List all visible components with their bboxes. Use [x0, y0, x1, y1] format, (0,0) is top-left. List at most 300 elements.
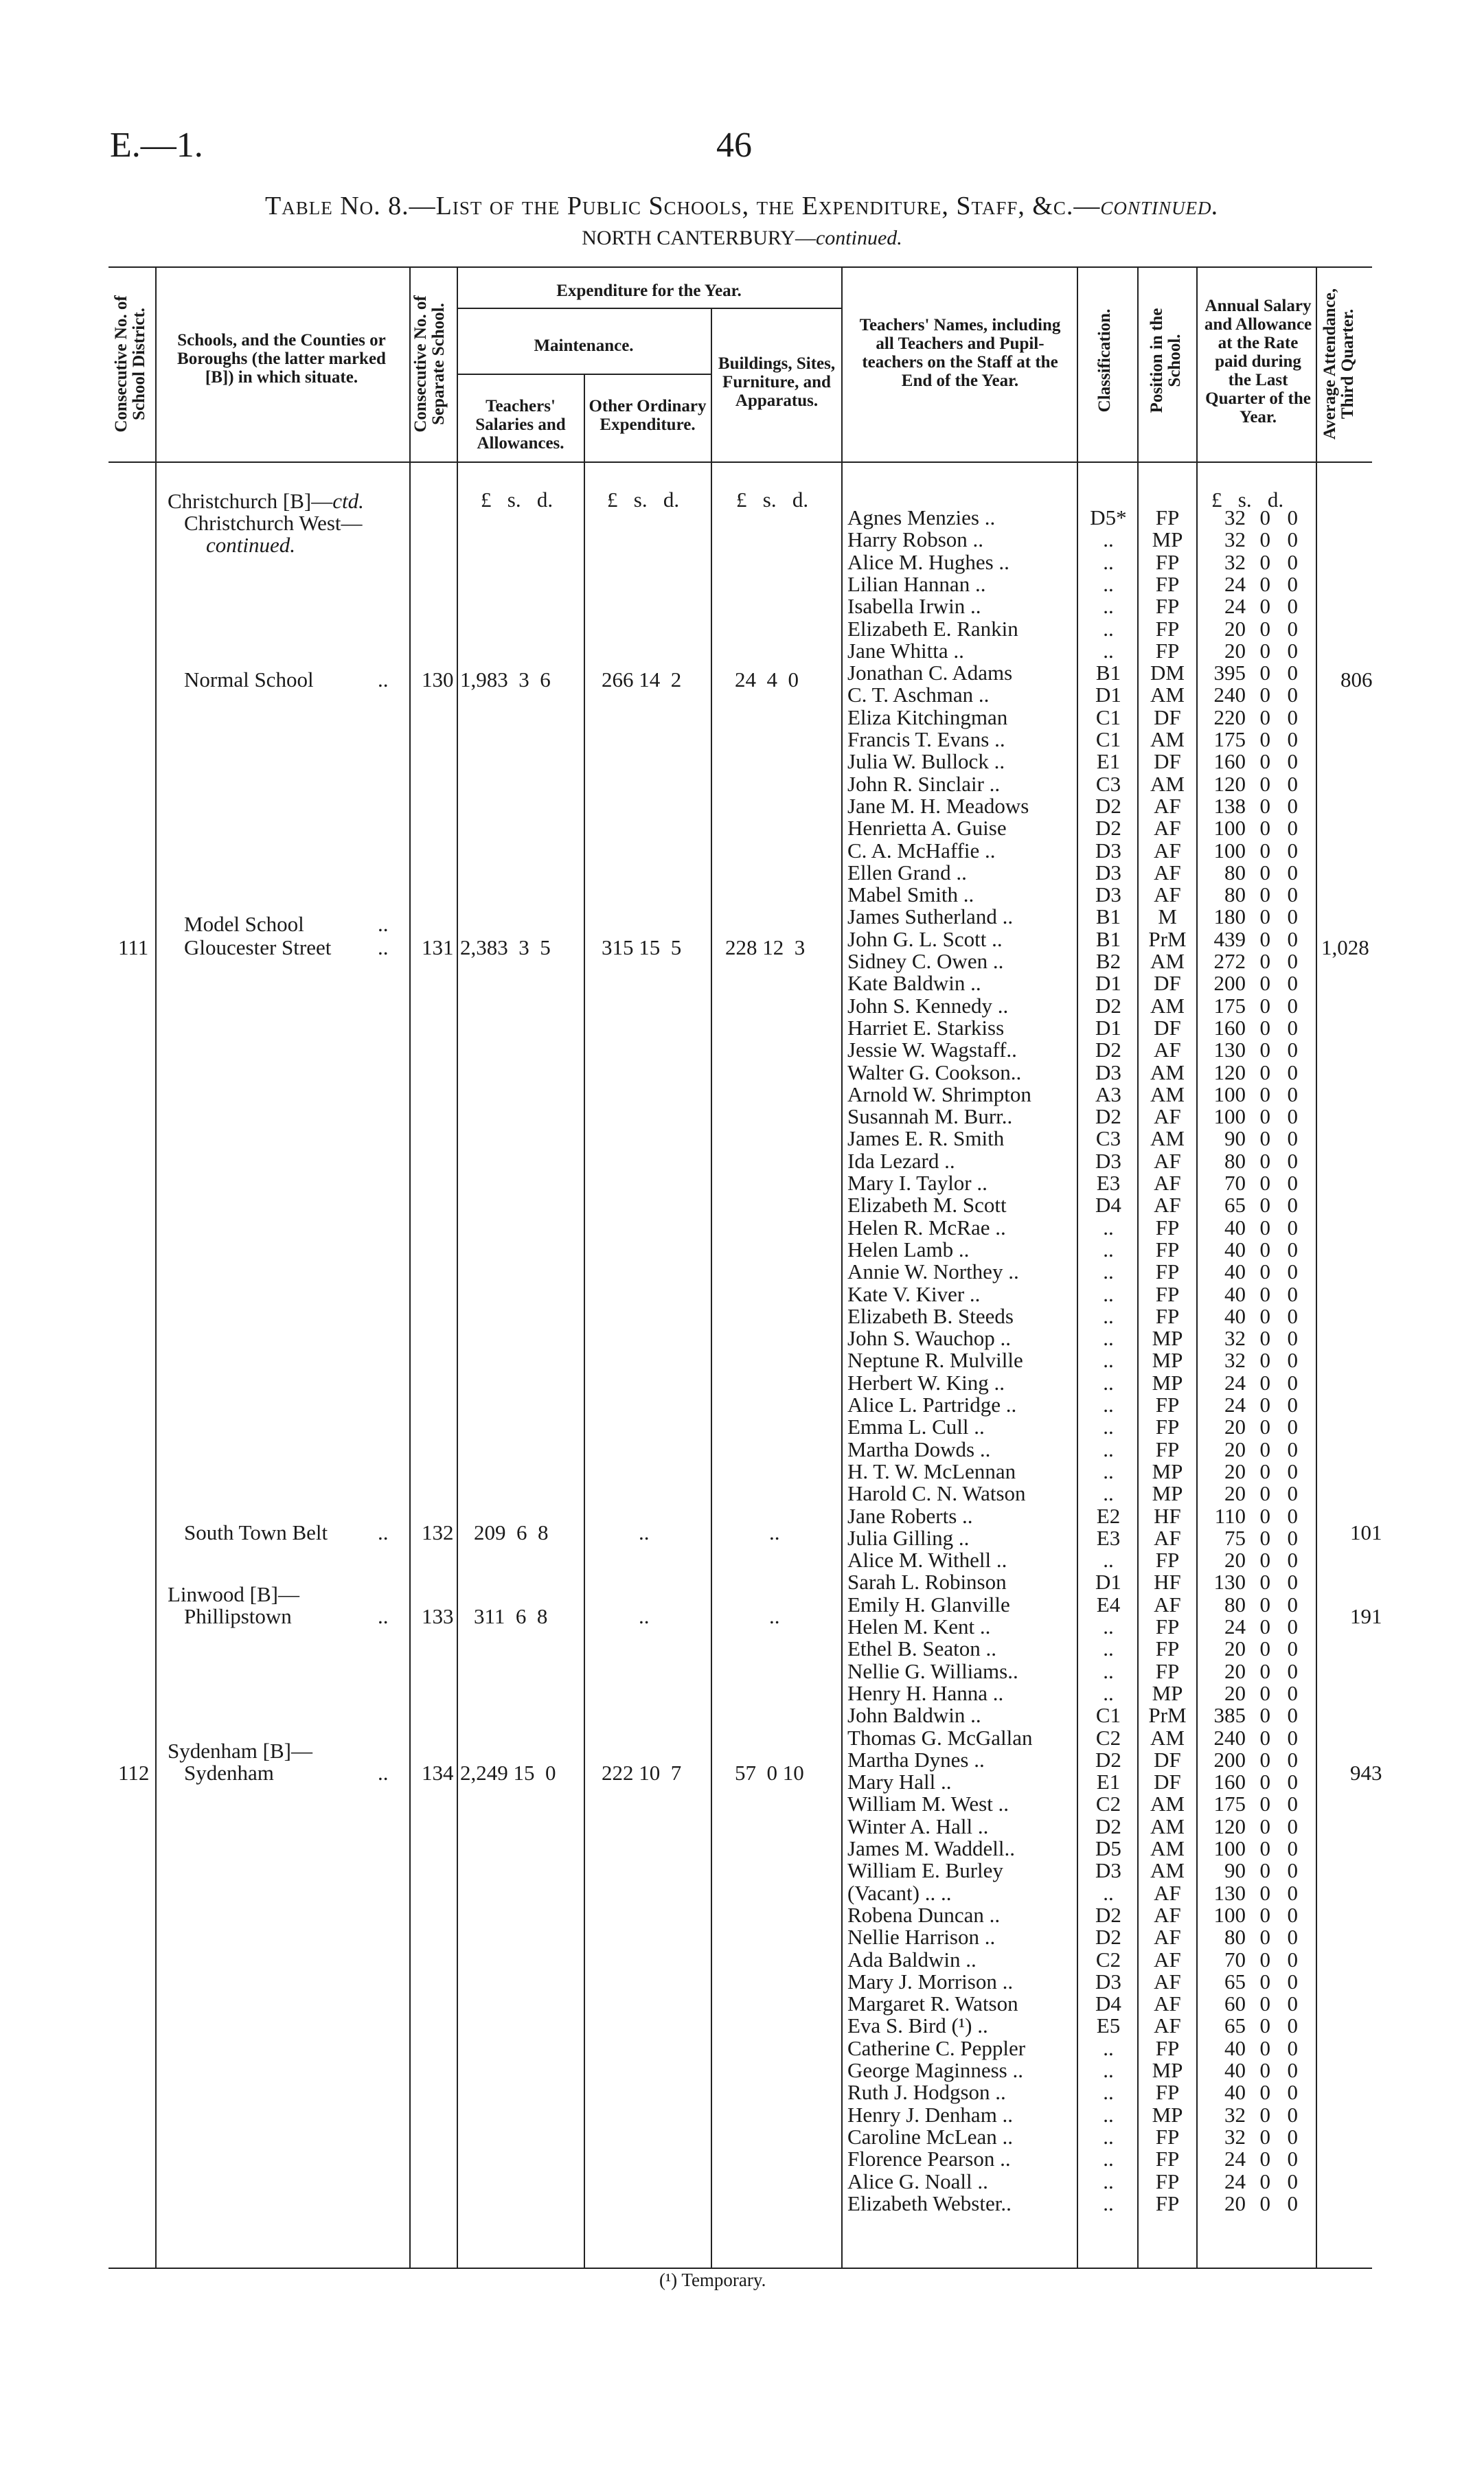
col-divider	[1077, 266, 1078, 2268]
teacher-classification: ..	[1103, 617, 1114, 641]
teacher-classification: ..	[1103, 1548, 1114, 1572]
salary-pence: 0	[1287, 971, 1298, 995]
salary-pence: 0	[1287, 727, 1298, 751]
teacher-position: FP	[1155, 2169, 1180, 2193]
salary-shillings: 0	[1259, 1592, 1270, 1617]
salary-pence: 0	[1287, 1903, 1298, 1927]
school-number: 133	[422, 1604, 454, 1628]
teacher-name: Mary Hall ..	[847, 1770, 952, 1794]
salary-pence: 0	[1287, 1304, 1298, 1328]
col-divider	[1137, 266, 1139, 2268]
teacher-position: MP	[1152, 1459, 1183, 1483]
salary-pence: 0	[1287, 1126, 1298, 1150]
salary-pounds: 160	[1213, 749, 1246, 773]
teacher-position: FP	[1155, 2147, 1180, 2171]
teacher-position: FP	[1155, 1614, 1180, 1639]
salary-shillings: 0	[1259, 1237, 1270, 1261]
salary-pence: 0	[1287, 1393, 1298, 1417]
teacher-name: Martha Dowds ..	[847, 1437, 991, 1461]
teacher-position: AF	[1154, 2013, 1181, 2037]
other-amount: 222 10 7	[602, 1761, 682, 1785]
teacher-classification: B1	[1095, 927, 1121, 951]
teacher-name: Julia W. Bullock ..	[847, 749, 1005, 773]
salary-shillings: 0	[1259, 617, 1270, 641]
salary-pence: 0	[1287, 1171, 1298, 1195]
teacher-position: FP	[1155, 1237, 1180, 1261]
salary-pounds: 80	[1224, 860, 1246, 884]
salary-pounds: 100	[1213, 1104, 1246, 1128]
col-divider	[711, 308, 712, 2268]
teacher-position: AF	[1154, 838, 1181, 863]
teacher-position: DF	[1154, 1770, 1181, 1794]
teacher-position: AM	[1150, 1814, 1185, 1838]
teacher-classification: D3	[1095, 860, 1121, 884]
school-name: South Town Belt	[184, 1520, 328, 1544]
header-attendance: Average Attendance, Third Quarter.	[1321, 288, 1357, 440]
salary-pence: 0	[1287, 1459, 1298, 1483]
teacher-classification: C2	[1095, 1726, 1121, 1750]
teacher-name: Eliza Kitchingman	[847, 705, 1008, 729]
salary-shillings: 0	[1259, 772, 1270, 796]
teacher-name: William E. Burley	[847, 1858, 1003, 1882]
school-number: 134	[422, 1761, 454, 1785]
table-header-rule	[109, 461, 1372, 463]
teacher-classification: C2	[1095, 1948, 1121, 1972]
school-dots: ..	[378, 1520, 389, 1544]
salary-pounds: 220	[1213, 705, 1246, 729]
teacher-classification: D3	[1095, 882, 1121, 906]
salary-shillings: 0	[1259, 2169, 1270, 2193]
salary-pence: 0	[1287, 1193, 1298, 1217]
teacher-name: Alice M. Hughes ..	[847, 550, 1009, 574]
salary-shillings: 0	[1259, 1371, 1270, 1395]
col-divider	[584, 374, 585, 2268]
salary-pence: 0	[1287, 1881, 1298, 1905]
salary-pounds: 272	[1213, 949, 1246, 973]
teacher-name: Ellen Grand ..	[847, 860, 967, 884]
unit-label: £ s. d.	[1211, 488, 1284, 512]
salary-pence: 0	[1287, 1237, 1298, 1261]
teacher-position: FP	[1155, 1437, 1180, 1461]
teacher-classification: E4	[1096, 1592, 1121, 1617]
teacher-name: Kate V. Kiver ..	[847, 1282, 981, 1306]
teacher-classification: ..	[1103, 1614, 1114, 1639]
teacher-name: Catherine C. Peppler	[847, 2036, 1026, 2060]
salary-pounds: 80	[1224, 882, 1246, 906]
salary-shillings: 0	[1259, 1304, 1270, 1328]
salary-shillings: 0	[1259, 661, 1270, 685]
salary-pounds: 20	[1224, 1636, 1246, 1660]
teacher-name: Jonathan C. Adams	[847, 661, 1013, 685]
salary-pence: 0	[1287, 838, 1298, 863]
salary-pence: 0	[1287, 1415, 1298, 1439]
salary-shillings: 0	[1259, 1991, 1270, 2016]
salary-shillings: 0	[1259, 1016, 1270, 1040]
teacher-name: John Baldwin ..	[847, 1703, 981, 1727]
header-classification: Classification.	[1095, 308, 1114, 413]
salary-shillings: 0	[1259, 2036, 1270, 2060]
salary-pence: 0	[1287, 1836, 1298, 1860]
teacher-classification: C1	[1095, 1703, 1121, 1727]
teacher-position: AM	[1150, 1792, 1185, 1816]
salary-shillings: 0	[1259, 1814, 1270, 1838]
teacher-classification: ..	[1103, 1881, 1114, 1905]
salary-pence: 0	[1287, 1814, 1298, 1838]
salary-shillings: 0	[1259, 1726, 1270, 1750]
teacher-name: Annie W. Northey ..	[847, 1259, 1019, 1283]
salary-shillings: 0	[1259, 2080, 1270, 2104]
salary-shillings: 0	[1259, 1393, 1270, 1417]
salary-shillings: 0	[1259, 2103, 1270, 2127]
teacher-classification: ..	[1103, 1348, 1114, 1372]
teacher-position: AM	[1150, 772, 1185, 796]
salary-pounds: 80	[1224, 1592, 1246, 1617]
table-title	[0, 191, 1484, 221]
school-heading: Christchurch West—	[184, 511, 363, 535]
teacher-classification: E3	[1096, 1526, 1121, 1550]
school-dots: ..	[378, 935, 389, 959]
teacher-classification: E1	[1096, 749, 1121, 773]
salary-pence: 0	[1287, 594, 1298, 618]
teacher-position: FP	[1155, 1393, 1180, 1417]
salary-pence: 0	[1287, 772, 1298, 796]
table-bottom-rule	[109, 2268, 1372, 2269]
salary-shillings: 0	[1259, 2013, 1270, 2037]
salary-shillings: 0	[1259, 2125, 1270, 2149]
teacher-name: Elizabeth M. Scott	[847, 1193, 1007, 1217]
teacher-position: AF	[1154, 1149, 1181, 1173]
salary-pounds: 175	[1213, 994, 1246, 1018]
salary-shillings: 0	[1259, 639, 1270, 663]
teacher-name: (Vacant) .. ..	[847, 1881, 952, 1905]
attendance-value: 943	[1350, 1761, 1382, 1785]
salary-shillings: 0	[1259, 1948, 1270, 1972]
teacher-name: Florence Pearson ..	[847, 2147, 1011, 2171]
salary-pence: 0	[1287, 1948, 1298, 1972]
salaries-amount: 209 6 8	[474, 1520, 549, 1544]
salary-pence: 0	[1287, 1215, 1298, 1240]
salary-shillings: 0	[1259, 594, 1270, 618]
salary-pounds: 60	[1224, 1991, 1246, 2016]
teacher-position: MP	[1152, 1681, 1183, 1705]
teacher-position: AF	[1154, 1991, 1181, 2016]
teacher-classification: D4	[1095, 1193, 1121, 1217]
teacher-classification: ..	[1103, 1304, 1114, 1328]
salary-pounds: 32	[1224, 1348, 1246, 1372]
salary-pence: 0	[1287, 749, 1298, 773]
teacher-position: AF	[1154, 1193, 1181, 1217]
salary-pence: 0	[1287, 794, 1298, 818]
teacher-position: DF	[1154, 705, 1181, 729]
salary-pence: 0	[1287, 927, 1298, 951]
salary-shillings: 0	[1259, 572, 1270, 596]
salary-shillings: 0	[1259, 550, 1270, 574]
salary-pounds: 40	[1224, 2036, 1246, 2060]
header-expenditure: Expenditure for the Year.	[556, 282, 742, 300]
salary-shillings: 0	[1259, 1171, 1270, 1195]
salary-pence: 0	[1287, 1703, 1298, 1727]
teacher-position: MP	[1152, 1371, 1183, 1395]
teacher-classification: D2	[1095, 994, 1121, 1018]
unit-label: £ s. d.	[607, 488, 680, 512]
teacher-name: James Sutherland ..	[847, 904, 1014, 928]
salary-pounds: 20	[1224, 1659, 1246, 1683]
teacher-classification: A3	[1095, 1082, 1121, 1106]
teacher-classification: B1	[1095, 661, 1121, 685]
salary-shillings: 0	[1259, 1415, 1270, 1439]
school-name: Sydenham	[184, 1761, 274, 1785]
teacher-classification: D1	[1095, 971, 1121, 995]
buildings-amount: ..	[769, 1520, 780, 1544]
salary-pounds: 100	[1213, 816, 1246, 840]
teacher-position: AF	[1154, 816, 1181, 840]
teacher-classification: D1	[1095, 683, 1121, 707]
attendance-value: 1,028	[1321, 935, 1369, 959]
teacher-position: AF	[1154, 1925, 1181, 1949]
school-dots: ..	[378, 667, 389, 692]
salary-shillings: 0	[1259, 794, 1270, 818]
salary-pounds: 65	[1224, 1970, 1246, 1994]
salary-shillings: 0	[1259, 505, 1270, 529]
school-dots: ..	[378, 1761, 389, 1785]
teacher-classification: ..	[1103, 1481, 1114, 1505]
salary-pounds: 20	[1224, 1548, 1246, 1572]
salary-pounds: 40	[1224, 1237, 1246, 1261]
salary-shillings: 0	[1259, 904, 1270, 928]
teacher-classification: D1	[1095, 1570, 1121, 1594]
salary-pence: 0	[1287, 1592, 1298, 1617]
teacher-name: Henry H. Hanna ..	[847, 1681, 1004, 1705]
salary-pounds: 70	[1224, 1948, 1246, 1972]
table-subtitle-suffix: continued.	[815, 227, 902, 249]
header-school-no: Consecutive No. of Separate School.	[411, 295, 448, 433]
teacher-name: Caroline McLean ..	[847, 2125, 1014, 2149]
teacher-position: MP	[1152, 1348, 1183, 1372]
salary-pounds: 40	[1224, 1259, 1246, 1283]
salary-pounds: 100	[1213, 838, 1246, 863]
table-top-rule	[109, 266, 1372, 268]
salary-pence: 0	[1287, 1614, 1298, 1639]
teacher-classification: ..	[1103, 1259, 1114, 1283]
teacher-classification: D2	[1095, 1038, 1121, 1062]
district-number: 112	[118, 1761, 150, 1785]
attendance-value: 101	[1350, 1520, 1382, 1544]
teacher-position: AF	[1154, 1592, 1181, 1617]
salary-pounds: 110	[1214, 1504, 1246, 1528]
teacher-position: AF	[1154, 1881, 1181, 1905]
buildings-amount: 228 12 3	[725, 935, 806, 959]
attendance-value: 191	[1350, 1604, 1382, 1628]
teacher-position: FP	[1155, 2036, 1180, 2060]
school-heading: Christchurch [B]—ctd.	[168, 489, 364, 513]
teacher-classification: D2	[1095, 1903, 1121, 1927]
salary-pence: 0	[1287, 1060, 1298, 1084]
teacher-position: AF	[1154, 1526, 1181, 1550]
school-name: Normal School	[184, 667, 314, 692]
teacher-classification: ..	[1103, 1393, 1114, 1417]
salary-pence: 0	[1287, 1636, 1298, 1660]
teacher-name: Mary I. Taylor ..	[847, 1171, 988, 1195]
salary-shillings: 0	[1259, 1703, 1270, 1727]
teacher-classification: D3	[1095, 1060, 1121, 1084]
teacher-name: Ruth J. Hodgson ..	[847, 2080, 1006, 2104]
header-district: Consecutive No. of School District.	[112, 295, 148, 433]
salary-pence: 0	[1287, 1858, 1298, 1882]
teacher-classification: ..	[1103, 572, 1114, 596]
teacher-position: FP	[1155, 1659, 1180, 1683]
salary-pence: 0	[1287, 1104, 1298, 1128]
teacher-name: Nellie G. Williams..	[847, 1659, 1018, 1683]
salary-pounds: 75	[1224, 1526, 1246, 1550]
salary-pounds: 90	[1224, 1126, 1246, 1150]
salary-pounds: 130	[1213, 1038, 1246, 1062]
teacher-position: FP	[1155, 550, 1180, 574]
teacher-classification: ..	[1103, 1326, 1114, 1350]
teacher-name: C. A. McHaffie ..	[847, 838, 996, 863]
salary-pounds: 175	[1213, 1792, 1246, 1816]
teacher-name: Jessie W. Wagstaff..	[847, 1038, 1017, 1062]
salary-shillings: 0	[1259, 1636, 1270, 1660]
col-divider	[155, 266, 157, 2268]
salary-pounds: 24	[1224, 594, 1246, 618]
salaries-amount: 2,383 3 5	[460, 935, 551, 959]
teacher-classification: D2	[1095, 1748, 1121, 1772]
salary-pounds: 100	[1213, 1082, 1246, 1106]
salary-pence: 0	[1287, 2080, 1298, 2104]
salary-pounds: 100	[1213, 1903, 1246, 1927]
salary-pence: 0	[1287, 1282, 1298, 1306]
salary-pounds: 20	[1224, 1415, 1246, 1439]
teacher-name: Winter A. Hall ..	[847, 1814, 989, 1838]
school-heading: Sydenham [B]—	[168, 1739, 312, 1763]
salary-pounds: 24	[1224, 2169, 1246, 2193]
salary-pounds: 130	[1213, 1570, 1246, 1594]
teacher-name: Agnes Menzies ..	[847, 505, 996, 529]
salary-shillings: 0	[1259, 816, 1270, 840]
teacher-name: Walter G. Cookson..	[847, 1060, 1022, 1084]
salary-shillings: 0	[1259, 994, 1270, 1018]
teacher-classification: E2	[1096, 1504, 1121, 1528]
salary-pence: 0	[1287, 550, 1298, 574]
teacher-classification: D2	[1095, 1925, 1121, 1949]
col-divider	[409, 266, 411, 2268]
table-subtitle	[0, 227, 1484, 250]
salary-shillings: 0	[1259, 1881, 1270, 1905]
salary-shillings: 0	[1259, 882, 1270, 906]
header-other: Other Ordinary Expenditure.	[589, 397, 707, 434]
teacher-classification: ..	[1103, 1459, 1114, 1483]
teacher-classification: ..	[1103, 1659, 1114, 1683]
teacher-classification: ..	[1103, 594, 1114, 618]
salary-pounds: 32	[1224, 527, 1246, 551]
salary-shillings: 0	[1259, 1437, 1270, 1461]
salary-pence: 0	[1287, 2013, 1298, 2037]
teacher-name: Alice G. Noall ..	[847, 2169, 988, 2193]
teacher-classification: C3	[1095, 772, 1121, 796]
teacher-name: Martha Dynes ..	[847, 1748, 985, 1772]
teacher-position: DF	[1154, 1748, 1181, 1772]
teacher-position: M	[1158, 904, 1177, 928]
salary-pounds: 160	[1213, 1016, 1246, 1040]
salary-pounds: 160	[1213, 1770, 1246, 1794]
salary-pence: 0	[1287, 1792, 1298, 1816]
teacher-name: Susannah M. Burr..	[847, 1104, 1013, 1128]
salary-pounds: 20	[1224, 639, 1246, 663]
teacher-classification: D2	[1095, 1104, 1121, 1128]
salary-pounds: 120	[1213, 1814, 1246, 1838]
other-amount: ..	[639, 1604, 650, 1628]
salary-shillings: 0	[1259, 749, 1270, 773]
salary-pence: 0	[1287, 860, 1298, 884]
teacher-name: William M. West ..	[847, 1792, 1009, 1816]
teacher-position: AF	[1154, 794, 1181, 818]
unit-label: £ s. d.	[736, 488, 809, 512]
salary-pounds: 385	[1213, 1703, 1246, 1727]
teacher-position: AF	[1154, 1948, 1181, 1972]
salary-shillings: 0	[1259, 705, 1270, 729]
teacher-position: FP	[1155, 639, 1180, 663]
salary-pence: 0	[1287, 994, 1298, 1018]
teacher-name: Harold C. N. Watson	[847, 1481, 1026, 1505]
salary-pounds: 32	[1224, 550, 1246, 574]
teacher-name: Elizabeth Webster..	[847, 2191, 1012, 2215]
teacher-name: Helen R. McRae ..	[847, 1215, 1006, 1240]
teacher-position: AM	[1150, 949, 1185, 973]
salary-pence: 0	[1287, 949, 1298, 973]
teacher-name: Henry J. Denham ..	[847, 2103, 1014, 2127]
teacher-classification: ..	[1103, 2169, 1114, 2193]
salary-pounds: 395	[1213, 661, 1246, 685]
school-number: 132	[422, 1520, 454, 1544]
salary-shillings: 0	[1259, 1504, 1270, 1528]
teacher-classification: ..	[1103, 2036, 1114, 2060]
teacher-position: FP	[1155, 1415, 1180, 1439]
salary-pounds: 32	[1224, 2125, 1246, 2149]
salary-pence: 0	[1287, 639, 1298, 663]
salary-shillings: 0	[1259, 1526, 1270, 1550]
salary-pounds: 20	[1224, 1459, 1246, 1483]
salary-shillings: 0	[1259, 1126, 1270, 1150]
teacher-classification: D3	[1095, 1149, 1121, 1173]
salary-pence: 0	[1287, 1991, 1298, 2016]
salary-pence: 0	[1287, 661, 1298, 685]
salary-pence: 0	[1287, 2169, 1298, 2193]
salary-pence: 0	[1287, 904, 1298, 928]
teacher-classification: D5	[1095, 1836, 1121, 1860]
attendance-value: 806	[1340, 667, 1373, 692]
teacher-position: PrM	[1148, 927, 1187, 951]
teacher-classification: ..	[1103, 1237, 1114, 1261]
teacher-name: Jane M. H. Meadows	[847, 794, 1029, 818]
teacher-classification: B1	[1095, 904, 1121, 928]
teacher-classification: E1	[1096, 1770, 1121, 1794]
teacher-name: Mabel Smith ..	[847, 882, 974, 906]
salary-pounds: 24	[1224, 572, 1246, 596]
teacher-classification: D5*	[1090, 505, 1127, 529]
teacher-name: Isabella Irwin ..	[847, 594, 981, 618]
salaries-amount: 311 6 8	[474, 1604, 548, 1628]
teacher-classification: ..	[1103, 1681, 1114, 1705]
buildings-amount: ..	[769, 1604, 780, 1628]
teacher-name: John S. Kennedy ..	[847, 994, 1009, 1018]
teacher-position: FP	[1155, 1636, 1180, 1660]
teacher-classification: D2	[1095, 794, 1121, 818]
teacher-name: Herbert W. King ..	[847, 1371, 1005, 1395]
other-amount: 266 14 2	[602, 667, 682, 692]
salary-shillings: 0	[1259, 727, 1270, 751]
salary-pence: 0	[1287, 1526, 1298, 1550]
salary-shillings: 0	[1259, 1836, 1270, 1860]
